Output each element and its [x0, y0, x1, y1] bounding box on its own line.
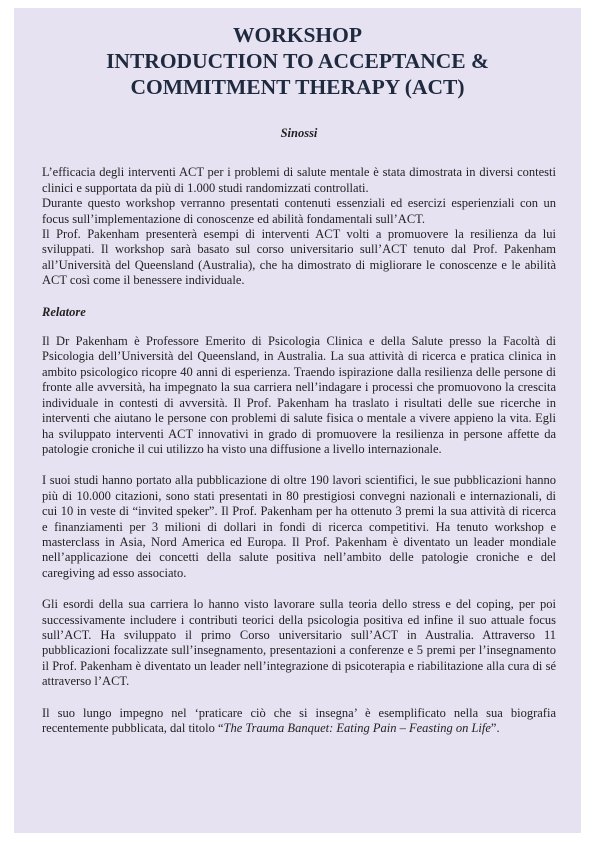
speaker-paragraph-4-end: ”.	[490, 721, 500, 735]
title-line-1: WORKSHOP	[232, 23, 362, 47]
speaker-paragraph-1: Il Dr Pakenham è Professore Emerito di Psicologia Clinica e della Salute presso la Facoltà di Psicologia dell’Università del Queensland, in Australia. La sua attività di ricerca e pratica clinica in ambito psicologico ricopre 40 anni di esperienza. Traendo ispirazione dalla resilienza delle persone di fronte alle avversità, ha impegnato la sua carriera nell’indagare i processi che promuovono la crescita individuale in contesti di avversità. Il Prof. Pakenham ha traslato i risultati delle sue ricerche in interventi che aiutano le persone con problemi di salute fisica o mentale a vivere appieno la vita. Egli ha sviluppato interventi ACT innovativi in grado di promuovere la resilienza in persone affette da patologie croniche il cui utilizzo ha visto una diffusione a livello internazionale.	[42, 334, 556, 456]
synopsis-heading: Sinossi	[280, 126, 318, 140]
document-body	[42, 126, 556, 736]
synopsis-paragraph-3: Il Prof. Pakenham presenterà esempi di interventi ACT volti a promuovere la resilienza da lui sviluppati. Il workshop sarà basato sul corso universitario sull’ACT tenuto dal Prof. Pakenham all’Università del Queensland (Australia), che ha dimostrato di migliorare le conoscenze e le abilità ACT così come il benessere individuale.	[42, 227, 556, 288]
speaker-heading: Relatore	[42, 304, 86, 319]
title-line-2: INTRODUCTION TO ACCEPTANCE &	[106, 49, 489, 73]
speaker-paragraph-2: I suoi studi hanno portato alla pubblicazione di oltre 190 lavori scientifici, le sue pubblicazioni hanno più di 10.000 citazioni, sono stati presentati in 80 prestigiosi convegni nazionali e internazionali, di cui 10 in veste di “invited speker”. Il Prof. Pakenham per ha ottenuto 3 premi la sua attività di ricerca e finanziamenti per 3 milioni di dollari in fondi di ricerca competitivi. Ha tenuto workshop e masterclass in Asia, Nord America ed Europa. Il Prof. Pakenham è diventato un leader mondiale nell’applicazione dei concetti della salute positiva nell’ambito delle patologie croniche e del caregiving ad esso associato.	[42, 473, 556, 580]
title-line-3: COMMITMENT THERAPY (ACT)	[130, 75, 465, 99]
speaker-paragraph-4	[42, 706, 556, 737]
synopsis-paragraph-1: L’efficacia degli interventi ACT per i problemi di salute mentale è stata dimostrata in diversi contesti clinici e supportata da più di 1.000 studi randomizzati controllati.	[42, 165, 556, 195]
document-page	[14, 8, 581, 833]
page-title	[14, 22, 581, 100]
synopsis-paragraph-2: Durante questo workshop verranno presentati contenuti essenziali ed esercizi esperienziali con un focus sull’implementazione di conoscenze ed abilità fondamentali sull’ACT.	[42, 196, 556, 226]
speaker-paragraph-3: Gli esordi della sua carriera lo hanno visto lavorare sulla teoria dello stress e del coping, per poi successivamente includere i contributi teorici della psicologia positiva ed infine il suo attuale focus sull’ACT. Ha sviluppato il primo Corso universitario sull’ACT in Australia. Attraverso 11 pubblicazioni focalizzate sull’insegnamento, presentazioni a conferenze e 5 premi per l’insegnamento il Prof. Pakenham è diventato un leader nell’integrazione di psicoterapia e riabilitazione alla cura di sé attraverso l’ACT.	[42, 597, 556, 689]
book-title: The Trauma Banquet: Eating Pain – Feasting on Life	[223, 721, 491, 735]
speaker-paragraph-4-text: Il suo lungo impegno nel ‘praticare ciò che si insegna’ è esemplificato nella sua biografia recentemente pubblicata, dal titolo “	[42, 705, 556, 735]
